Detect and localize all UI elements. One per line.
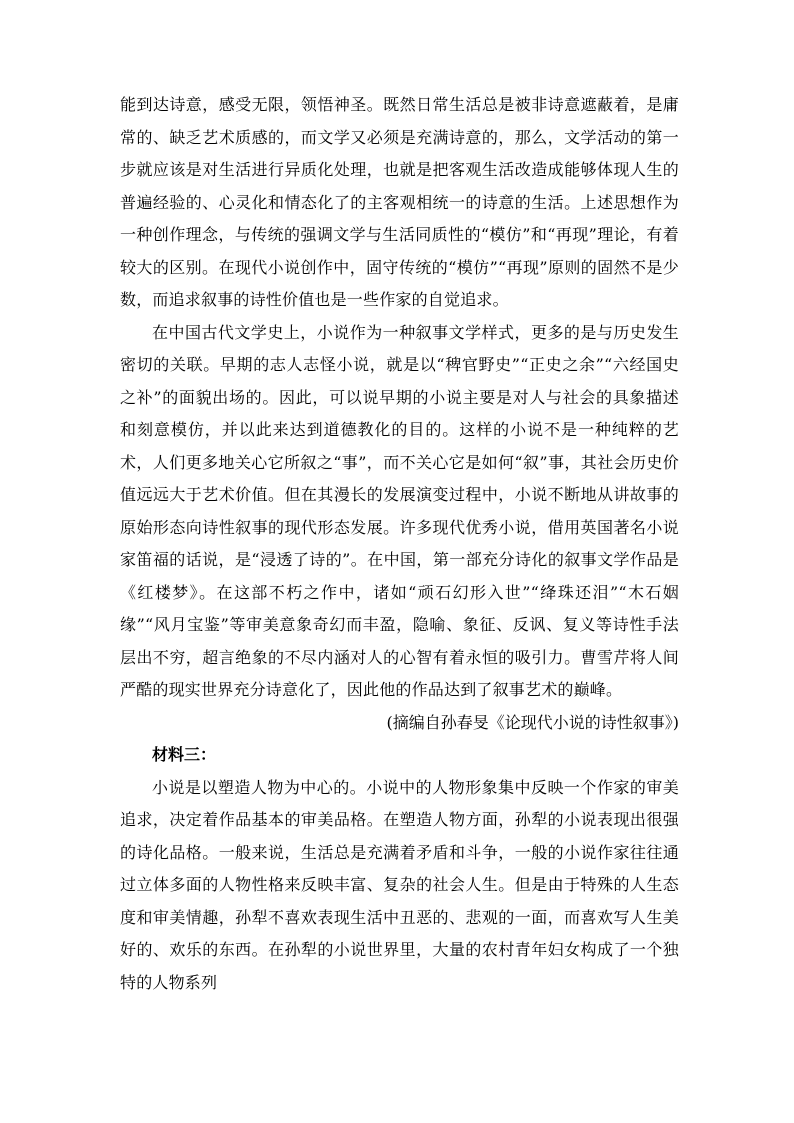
paragraph-classical-novel: 在中国古代文学史上，小说作为一种叙事文学样式，更多的是与历史发生密切的关联。早期的志人志怪小说，就是以“稗官野史”“正史之余”“六经国史之补”的面貌出场的。因此，可以说早期的小说主要是对人与社会的具象描述和刻意模仿，并以此来达到道德教化的目的。这样的小说不是一种纯粹的艺术，人们更多地关心它所叙之“事”，而不关心它是如何“叙”事，其社会历史价值远远大于艺术价值。但在其漫长的发展演变过程中，小说不断地从讲故事的原始形态向诗性叙事的现代形态发展。许多现代优秀小说，借用英国著名小说家笛福的话说，是“浸透了诗的”。在中国，第一部充分诗化的叙事文学作品是《红楼梦》。在这部不朽之作中，诸如“顽石幻形入世”“绛珠还泪”“木石姻缘”“风月宝鉴”等审美意象奇幻而丰盈，隐喻、象征、反讽、复义等诗性手法层出不穷，超言绝象的不尽内涵对人的心智有着永恒的吸引力。曹雪芹将人间严酷的现实世界充分诗意化了，因此他的作品达到了叙事艺术的巅峰。: [120, 322, 679, 699]
source-citation: (摘编自孙春旻《论现代小说的诗性叙事》): [386, 712, 679, 732]
paragraph-material-three: 小说是以塑造人物为中心的。小说中的人物形象集中反映一个作家的审美追求，决定着作品基本的审美品格。在塑造人物方面，孙犁的小说表现出很强的诗化品格。一般来说，生活总是充满着矛盾和斗争，一般的小说作家往往通过立体多面的人物性格来反映丰富、复杂的社会人生。但是由于特殊的人生态度和审美情趣，孙犁不喜欢表现生活中丑恶的、悲观的一面，而喜欢写人生美好的、欢乐的东西。在孙犁的小说世界里，大量的农村青年妇女构成了一个独特的人物系列: [120, 777, 679, 992]
paragraph-continued: 能到达诗意，感受无限，领悟神圣。既然日常生活总是被非诗意遮蔽着，是庸常的、缺乏艺术质感的，而文学又必须是充满诗意的，那么，文学活动的第一步就应该是对生活进行异质化处理，也就是把客观生活改造成能够体现人生的普遍经验的、心灵化和情态化了的主客观相统一的诗意的生活。上述思想作为一种创作理念，与传统的强调文学与生活同质性的“模仿”和“再现”理论，有着较大的区别。在现代小说创作中，固守传统的“模仿”“再现”原则的固然不是少数，而追求叙事的诗性价值也是一些作家的自觉追求。: [120, 95, 679, 309]
material-three-heading: 材料三：: [152, 745, 217, 764]
